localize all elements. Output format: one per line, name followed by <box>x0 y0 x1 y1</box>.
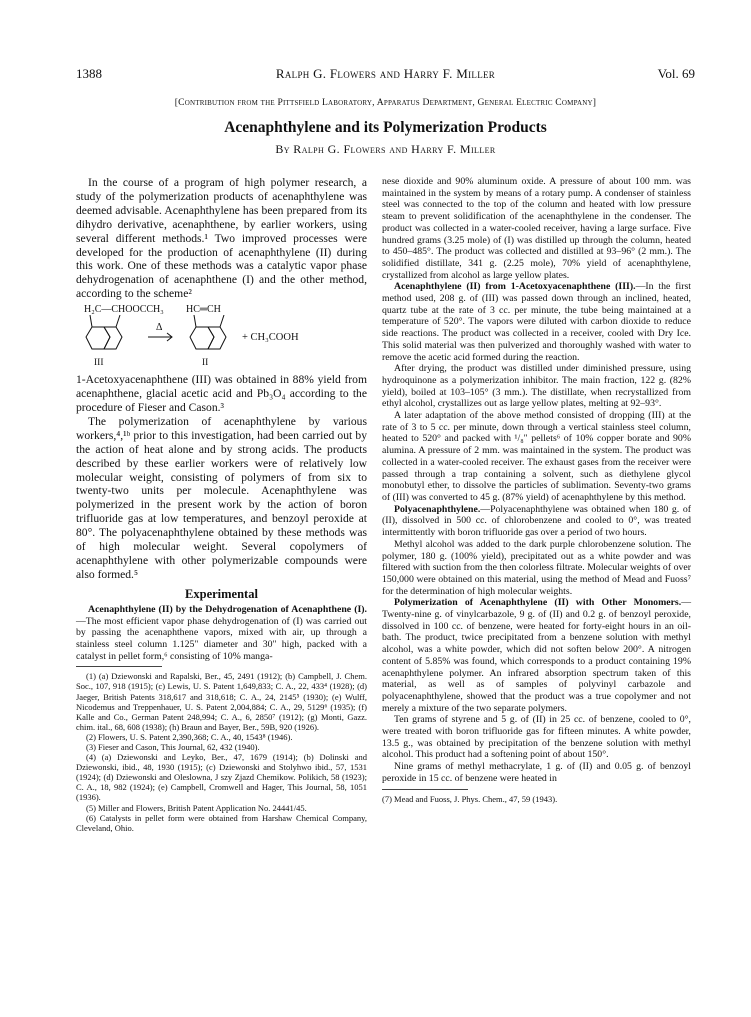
contribution-line: [Contribution from the Pittsfield Laboratory, Apparatus Department, General Electric Company] <box>174 97 597 108</box>
article-title: Acenaphthylene and its Polymerization Products <box>224 119 547 136</box>
right-column <box>382 176 691 804</box>
paragraph-copolymerization <box>382 597 691 714</box>
paragraph-methacrylate: Nine grams of methyl methacrylate, 1 g. of (II) and 0.05 g. of benzoyl peroxide in 15 cc. of benzene were heated in <box>382 761 691 784</box>
footnote: (5) Miller and Flowers, British Patent Application No. 24441/45. <box>86 802 307 813</box>
footnote-7: (7) Mead and Fuoss, J. Phys. Chem., 47, 59 (1943). <box>382 793 558 804</box>
reactant-formula: H₂C—CHOOCCH₃ <box>84 304 164 316</box>
paragraph-text: —Polyacenaphthylene was obtained when 180 g. of (II), dissolved in 500 cc. of chlorobenzene and cooled to 0°, was treated intermittently with boron trifluoride gas over a period of two hours. <box>382 503 691 539</box>
paragraph-dehydrogenation <box>76 604 367 663</box>
footnote-rule <box>382 789 468 790</box>
run-in-heading: Acenaphthylene (II) from 1-Acetoxyacenaphthene (III). <box>394 281 636 293</box>
volume-label: Vol. 69 <box>657 66 695 81</box>
paragraph-acetoxy: 1-Acetoxyacenaphthene (III) was obtained in 88% yield from acenaphthene, glacial acetic acid and Pb₃O₄ according to the procedure of Fieser and Cason.³ <box>76 373 367 414</box>
paragraph-polymerization: The polymerization of acenaphthylene by various workers,⁴,¹ᵇ prior to this investigation, had been carried out by the action of heat alone and by strong acids. The products described by these earlier workers were of relatively low molecular weight, consisting of polymers of from six to twenty-two units per molecule. Acenaphthylene was polymerized in the present work by the action of boron trifluoride gas at low temperatures, and benzoyl peroxide at 80°. The polyacenaphthylene obtained by these methods was of high molecular weight. Several copolymers of acenaphthylene with other polymerizable compounds were also formed.⁵ <box>76 414 367 581</box>
product-formula: HC═CH <box>186 304 221 316</box>
run-in-heading: Acenaphthylene (II) by the Dehydrogenation of Acenaphthene (I). <box>88 603 367 615</box>
intro-paragraph: In the course of a program of high polymer research, a study of the polymerization products of acenaphthylene was deemed advisable. Acenaphthylene has been prepared from its dihydro derivative, acenaphthene, by earlier workers, using several different methods.¹ Two improved processes were developed for the production of acenaphthylene (II) during this work. One of these methods was a catalytic vapor phase dehydrogenation of acenaphthene (I) and the other method, according to the scheme² <box>76 176 367 301</box>
footnote: (3) Fieser and Cason, This Journal, 62, 432 (1940). <box>86 742 260 753</box>
footnote: (2) Flowers, U. S. Patent 2,390,368; C. A., 40, 1543⁸ (1946). <box>86 731 293 742</box>
run-in-heading: Polyacenaphthylene. <box>394 503 481 515</box>
reaction-scheme <box>76 303 367 371</box>
footnote: (4) (a) Dziewonski and Leyko, Ber., 47, 1679 (1914); (b) Dolinski and Dziewonski, ibid., 48, 1930 (1915); (c) Dziewonski and Stolyhwo ibid., 57, 1531 (1924); (d) Dziewonski and Oleslowna, J szy Zjazd Chemikow. Polikich, 58 (1923); C. A., 18, 982 (1924); (e) Campbell, Cromwell and Hager, This Journal, 58, 1051 (1936). <box>76 752 367 803</box>
compound-label-iii: III <box>94 358 104 369</box>
paragraph-styrene: Ten grams of styrene and 5 g. of (II) in 25 cc. of benzene, cooled to 0°, were treated with boron trifluoride gas for fifteen minutes. A white powder, 13.5 g., was obtained by precipitation of the benzene solution with methyl alcohol. This product had a softening point of about 150°. <box>382 714 691 761</box>
paragraph-text: —In the first method used, 208 g. of (III) was passed down through an inclined, heated, quartz tube at the rate of 3 cc. per minute, the tube being maintained at a temperature of 520°. The vapors were diluted with carbon dioxide to reduce side reactions. The product was collected in a receiver, cooled with Dry Ice. This solid material was then pulverized and thoroughly washed with water to remove the acetic acid formed during the reaction. <box>382 281 692 363</box>
section-heading: Experimental <box>185 586 258 601</box>
author-line: By Ralph G. Flowers and Harry F. Miller <box>275 142 496 156</box>
page-header <box>76 66 695 82</box>
paragraph-text: —The most efficient vapor phase dehydrogenation of (I) was carried out by passing the acenaphthene vapors, mixed with air, up through a stainless steel column 1.125" diameter and 30" high, packed with a catalyst in pellet form,⁶ consisting of 10% manga- <box>76 615 367 662</box>
paragraph-later-adaptation: A later adaptation of the above method consisted of dropping (III) at the rate of 3 to 5 cc. per minute, down through a vertical stainless steel column, heated to 520° and packed with ¹/₈" pellets⁶ of 10% copper borate and 90% alumina. A pressure of 2 mm. was maintained in the system. The product was collected in a water-cooled receiver. The exhaust gases from the receiver were passed through a trap containing a solvent, such as diethylene glycol monobutyl ether, to dissolve the particles of sublimation. Seventy-two grams of (III) was converted to 45 g. (87% yield) of acenaphthylene by this method. <box>382 410 691 503</box>
heat-symbol: Δ <box>156 322 163 334</box>
byproduct-formula: + CH₃COOH <box>242 332 299 344</box>
running-head: Ralph G. Flowers and Harry F. Miller <box>275 66 496 81</box>
page-number: 1388 <box>76 66 102 81</box>
paragraph-text: —Twenty-nine g. of vinylcarbazole, 9 g. of (II) and 0.2 g. of benzoyl peroxide, dissolved in 100 cc. of benzene, were heated for forty-eight hours in an oil-bath. The product, twice precipitated from a benzene solution with methyl alcohol, was a white powder, which did not soften below 200°. A nitrogen content of 5.85% was found, which corresponds to a product containing 19% acenaphthylene polymer. An infrared absorption spectrum taken of this material, as well as of samples of polyvinyl carbazole and polyacenaphthylene, showed that the product was a true copolymer and not merely a mixture of the two separate polymers. <box>382 597 691 714</box>
left-column <box>76 176 367 833</box>
footnotes <box>76 671 367 833</box>
footnote: (6) Catalysts in pellet form were obtained from Harshaw Chemical Company, Cleveland, Ohio. <box>76 812 367 833</box>
footnote: (1) (a) Dziewonski and Rapalski, Ber., 45, 2491 (1912); (b) Campbell, J. Chem. Soc., 107, 918 (1915); (c) Lewis, U. S. Patent 1,649,833; C. A., 22, 433⁴ (1928); (d) Jaeger, British Patents 318,617 and 318,618; C. A., 24, 2145⁵ (1930); (e) Wulff, Nicodemus and Treppenhauer, U. S. Patent 2,004,884; C. A., 29, 5129⁶ (1935); (f) Kalle and Co., German Patent 248,994; C. A., 6, 2850⁷ (1912); (g) Monti, Gazz. chim. ital., 68, 608 (1938); (h) Braun and Bayer, Ber., 59B, 920 (1926). <box>76 671 367 732</box>
footnote-rule <box>76 666 162 667</box>
paragraph-polyacenaphthylene <box>382 504 691 539</box>
paragraph-acetoxy-method <box>382 281 691 363</box>
paragraph-continued: nese dioxide and 90% aluminum oxide. A pressure of about 100 mm. was maintained in the system by means of a rotary pump. A condenser of stainless steel was connected to the top of the column and heated with low pressure steam to prevent solidification of the acenaphthylene in the condenser. The product was collected in a water-cooled receiver, having a large surface. Five hundred grams (3.25 mole) of (I) was distilled up through the column, heated to 450–485°. The product was collected and distilled at 93–96° (2 mm.). The solidified distillate, 341 g. (2.25 mole), 70% yield of acenaphthylene, crystallized from alcohol as large yellow plates. <box>382 176 691 281</box>
compound-label-ii: II <box>202 358 209 369</box>
paragraph-distillation: After drying, the product was distilled under diminished pressure, using hydroquinone as a polymerization inhibitor. The main fraction, 122 g. (82% yield), boiled at 103–105° (3 mm.). The distillate, when recrystallized from ethyl alcohol, crystallizes out as large yellow plates, melting at 92–93°. <box>382 363 691 410</box>
paragraph-methyl-alcohol: Methyl alcohol was added to the dark purple chlorobenzene solution. The polymer, 180 g. (100% yield), precipitated out as a white powder and was filtered with suction from the then colorless filtrate. Molecular weights of over 150,000 were obtained on this material, using the method of Mead and Fuoss⁷ for the determination of high molecular weights. <box>382 538 691 597</box>
run-in-heading: Polymerization of Acenaphthylene (II) with Other Monomers. <box>394 597 682 609</box>
